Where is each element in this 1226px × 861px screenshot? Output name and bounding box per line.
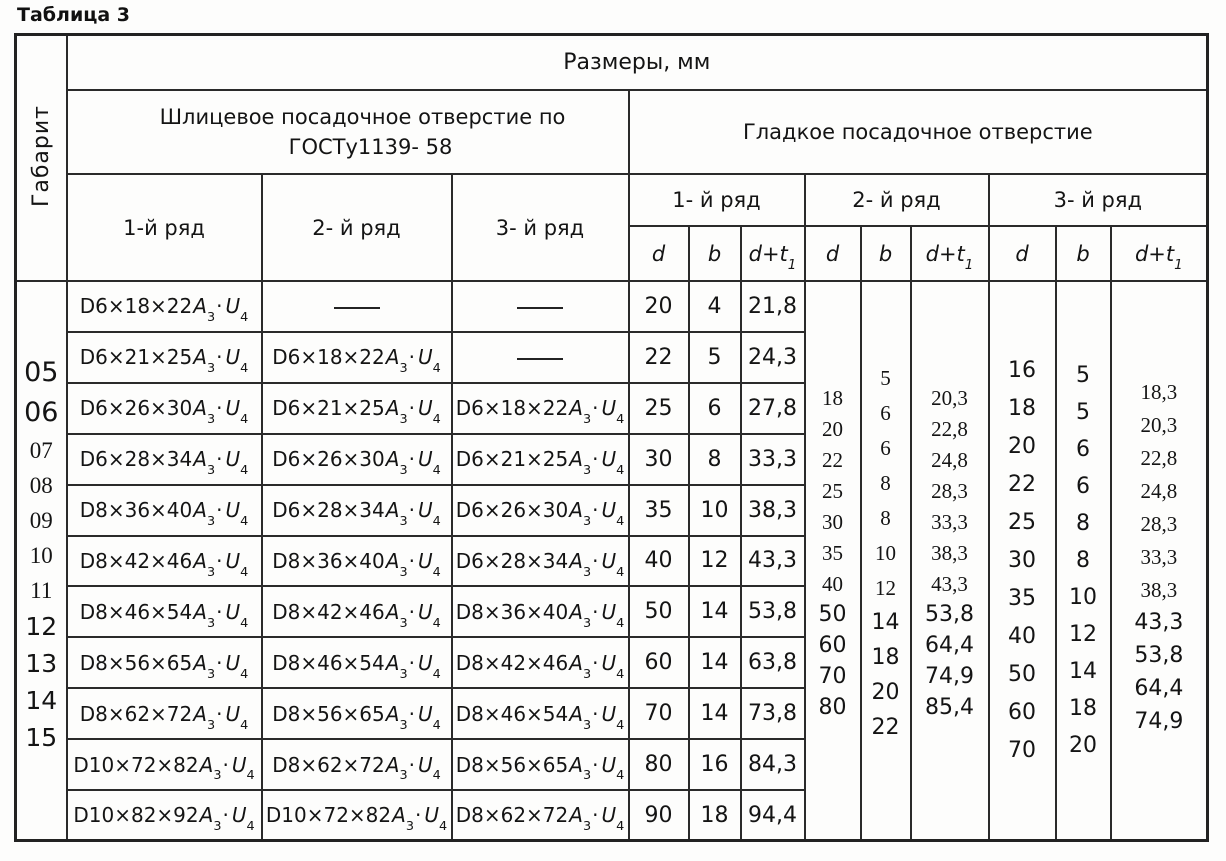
stack-value: 18 bbox=[1008, 395, 1036, 421]
smooth1-b-cell: 6 bbox=[689, 383, 741, 434]
spline-3-cell: $D8\times 46\times 54A_3\cdot U_4$ bbox=[452, 688, 629, 739]
stack-value: 70 bbox=[818, 663, 847, 689]
stack-value: 5 bbox=[1076, 399, 1090, 425]
spline-1-cell: $D8\times 56\times 65A_3\cdot U_4$ bbox=[67, 637, 262, 688]
gabarit-value: 13 bbox=[25, 649, 58, 679]
spline-2-cell bbox=[262, 281, 452, 332]
stack-value: 16 bbox=[1008, 357, 1036, 383]
smooth1-d-cell: 70 bbox=[629, 688, 689, 739]
smooth1-b-cell: 16 bbox=[689, 739, 741, 790]
stack-value: 50 bbox=[1008, 661, 1036, 687]
stack-value: 64,4 bbox=[1134, 675, 1184, 701]
smooth3-d-stack bbox=[989, 281, 1056, 841]
stack-value: 14 bbox=[1069, 658, 1097, 684]
stack-value: 20 bbox=[871, 679, 900, 705]
spline-col3-header: 3- й ряд bbox=[452, 174, 629, 281]
table-row bbox=[16, 281, 1208, 332]
stack-value: 5 bbox=[1076, 362, 1090, 388]
stack-value: 70 bbox=[1008, 737, 1036, 763]
stack-value: 80 bbox=[818, 694, 847, 720]
stack-value: 53,8 bbox=[1134, 642, 1184, 668]
smooth2-d-stack bbox=[805, 281, 861, 841]
stack-value: 38,3 bbox=[931, 540, 968, 565]
stack-value: 43,3 bbox=[931, 571, 968, 596]
gabarit-value: 14 bbox=[25, 686, 58, 716]
spline-3-cell: $D6\times 18\times 22A_3\cdot U_4$ bbox=[452, 383, 629, 434]
dash bbox=[334, 307, 380, 309]
stack-value: 22 bbox=[822, 447, 843, 472]
stack-value: 60 bbox=[1008, 699, 1036, 725]
header-row-1 bbox=[16, 35, 1208, 91]
smooth1-d-cell: 25 bbox=[629, 383, 689, 434]
spline-1-cell: $D10\times 72\times 82A_3\cdot U_4$ bbox=[67, 739, 262, 790]
stack-value: 10 bbox=[1069, 584, 1097, 610]
spline-1-cell: $D8\times 62\times 72A_3\cdot U_4$ bbox=[67, 688, 262, 739]
smooth1-dt-cell: 94,4 bbox=[741, 790, 805, 841]
smooth1-b-cell: 8 bbox=[689, 434, 741, 485]
gabarit-value: 09 bbox=[29, 508, 53, 534]
stack-value: 22 bbox=[1008, 471, 1036, 497]
smooth1-d-cell: 30 bbox=[629, 434, 689, 485]
spline-2-cell: $D10\times 72\times 82A_3\cdot U_4$ bbox=[262, 790, 452, 841]
stack-value: 12 bbox=[1069, 621, 1097, 647]
stack-value: 20 bbox=[1008, 433, 1036, 459]
stack-value: 18,3 bbox=[1140, 379, 1178, 404]
spline-3-cell: $D6\times 21\times 25A_3\cdot U_4$ bbox=[452, 434, 629, 485]
spline-1-cell: $D6\times 26\times 30A_3\cdot U_4$ bbox=[67, 383, 262, 434]
dash bbox=[517, 358, 563, 360]
smooth-col3-header: 3- й ряд bbox=[989, 174, 1208, 226]
stack-value: 74,9 bbox=[1134, 708, 1184, 734]
spline-header-line2: ГОСТу1139- 58 bbox=[288, 135, 453, 159]
stack-value: 53,8 bbox=[925, 601, 974, 627]
stack-value: 14 bbox=[871, 609, 900, 635]
spline-3-cell: $D8\times 56\times 65A_3\cdot U_4$ bbox=[452, 739, 629, 790]
smooth1-dt-cell: 24,3 bbox=[741, 332, 805, 383]
smooth2-d-header: d bbox=[805, 226, 861, 281]
smooth3-dt-stack bbox=[1111, 281, 1208, 841]
spline-3-cell: $D8\times 36\times 40A_3\cdot U_4$ bbox=[452, 586, 629, 637]
spline-1-cell: $D6\times 18\times 22A_3\cdot U_4$ bbox=[67, 281, 262, 332]
stack-value: 28,3 bbox=[1140, 511, 1178, 536]
stack-value: 20,3 bbox=[1140, 412, 1178, 437]
spline-2-cell: $D8\times 62\times 72A_3\cdot U_4$ bbox=[262, 739, 452, 790]
smooth1-d-header: d bbox=[629, 226, 689, 281]
spline-1-cell: $D8\times 42\times 46A_3\cdot U_4$ bbox=[67, 536, 262, 587]
stack-value: 6 bbox=[1076, 473, 1090, 499]
sizes-header: Размеры, мм bbox=[67, 35, 1208, 91]
smooth1-dt-cell: 53,8 bbox=[741, 586, 805, 637]
smooth1-b-cell: 4 bbox=[689, 281, 741, 332]
stack-value: 18 bbox=[1069, 695, 1097, 721]
stack-value: 33,3 bbox=[931, 509, 968, 534]
smooth3-d-header: d bbox=[989, 226, 1056, 281]
gabarit-header-cell bbox=[16, 35, 67, 282]
smooth1-b-cell: 18 bbox=[689, 790, 741, 841]
stack-value: 33,3 bbox=[1140, 544, 1178, 569]
gabarit-value: 12 bbox=[25, 612, 58, 642]
smooth1-d-cell: 80 bbox=[629, 739, 689, 790]
spline-3-cell: $D8\times 62\times 72A_3\cdot U_4$ bbox=[452, 790, 629, 841]
gabarit-value: 08 bbox=[29, 473, 53, 499]
smooth3-dt-header: $d+t_1$ bbox=[1111, 226, 1208, 281]
table-title: Таблица 3 bbox=[17, 4, 131, 26]
stack-value: 20 bbox=[1069, 732, 1097, 758]
gabarit-value: 11 bbox=[30, 578, 53, 604]
stack-value: 50 bbox=[818, 601, 847, 627]
smooth1-dt-header: $d+t_1$ bbox=[741, 226, 805, 281]
spline-2-cell: $D6\times 26\times 30A_3\cdot U_4$ bbox=[262, 434, 452, 485]
smooth-col1-header: 1- й ряд bbox=[629, 174, 805, 226]
smooth1-b-cell: 14 bbox=[689, 637, 741, 688]
smooth2-dt-header: $d+t_1$ bbox=[911, 226, 989, 281]
stack-value: 40 bbox=[1008, 623, 1036, 649]
stack-value: 8 bbox=[880, 505, 891, 530]
spline-2-cell: $D8\times 36\times 40A_3\cdot U_4$ bbox=[262, 536, 452, 587]
stack-value: 35 bbox=[1008, 585, 1036, 611]
gabarit-value: 10 bbox=[29, 543, 53, 569]
smooth1-d-cell: 20 bbox=[629, 281, 689, 332]
smooth-col2-header: 2- й ряд bbox=[805, 174, 989, 226]
stack-value: 6 bbox=[1076, 436, 1090, 462]
spline-header-line1: Шлицевое посадочное отверстие по bbox=[159, 105, 566, 129]
stack-value: 22,8 bbox=[931, 416, 968, 441]
smooth1-d-cell: 90 bbox=[629, 790, 689, 841]
spline-2-cell: $D6\times 28\times 34A_3\cdot U_4$ bbox=[262, 485, 452, 536]
smooth2-b-stack bbox=[861, 281, 911, 841]
smooth1-d-cell: 50 bbox=[629, 586, 689, 637]
stack-value: 30 bbox=[822, 509, 843, 534]
smooth1-d-cell: 22 bbox=[629, 332, 689, 383]
stack-value: 8 bbox=[880, 470, 891, 495]
stack-value: 22 bbox=[871, 714, 900, 740]
spline-1-cell: $D6\times 28\times 34A_3\cdot U_4$ bbox=[67, 434, 262, 485]
smooth2-dt-stack bbox=[911, 281, 989, 841]
gabarit-value: 15 bbox=[25, 723, 58, 753]
stack-value: 5 bbox=[880, 365, 891, 390]
stack-value: 30 bbox=[1008, 547, 1036, 573]
smooth1-d-cell: 60 bbox=[629, 637, 689, 688]
spline-2-cell: $D6\times 21\times 25A_3\cdot U_4$ bbox=[262, 383, 452, 434]
stack-value: 28,3 bbox=[931, 478, 968, 503]
spline-1-cell: $D8\times 36\times 40A_3\cdot U_4$ bbox=[67, 485, 262, 536]
spline-2-cell: $D6\times 18\times 22A_3\cdot U_4$ bbox=[262, 332, 452, 383]
spline-2-cell: $D8\times 42\times 46A_3\cdot U_4$ bbox=[262, 586, 452, 637]
smooth1-b-cell: 5 bbox=[689, 332, 741, 383]
smooth1-b-cell: 14 bbox=[689, 586, 741, 637]
gabarit-value: 05 bbox=[24, 357, 59, 389]
smooth1-dt-cell: 84,3 bbox=[741, 739, 805, 790]
smooth3-b-stack bbox=[1056, 281, 1111, 841]
stack-value: 60 bbox=[818, 632, 847, 658]
dimensions-table bbox=[14, 33, 1209, 842]
spline-1-cell: $D10\times 82\times 92A_3\cdot U_4$ bbox=[67, 790, 262, 841]
gabarit-value: 06 bbox=[24, 397, 59, 429]
dash bbox=[517, 307, 563, 309]
spline-2-cell: $D8\times 46\times 54A_3\cdot U_4$ bbox=[262, 637, 452, 688]
smooth1-dt-cell: 63,8 bbox=[741, 637, 805, 688]
stack-value: 24,8 bbox=[1140, 478, 1178, 503]
spline-col2-header: 2- й ряд bbox=[262, 174, 452, 281]
stack-value: 8 bbox=[1076, 510, 1090, 536]
spline-3-cell: $D6\times 28\times 34A_3\cdot U_4$ bbox=[452, 536, 629, 587]
spline-3-cell bbox=[452, 332, 629, 383]
stack-value: 6 bbox=[880, 400, 891, 425]
stack-value: 40 bbox=[822, 571, 843, 596]
smooth1-b-cell: 14 bbox=[689, 688, 741, 739]
stack-value: 18 bbox=[822, 385, 843, 410]
smooth1-dt-cell: 33,3 bbox=[741, 434, 805, 485]
table-body bbox=[16, 281, 1208, 841]
gabarit-label: Габарит bbox=[28, 104, 54, 208]
spline-1-cell: $D8\times 46\times 54A_3\cdot U_4$ bbox=[67, 586, 262, 637]
stack-value: 64,4 bbox=[925, 632, 974, 658]
smooth2-b-header: b bbox=[861, 226, 911, 281]
smooth3-b-header: b bbox=[1056, 226, 1111, 281]
stack-value: 74,9 bbox=[925, 663, 974, 689]
smooth1-b-header: b bbox=[689, 226, 741, 281]
stack-value: 25 bbox=[1008, 509, 1036, 535]
spline-section-header bbox=[67, 90, 629, 174]
spline-3-cell bbox=[452, 281, 629, 332]
stack-value: 6 bbox=[880, 435, 891, 460]
smooth1-dt-cell: 21,8 bbox=[741, 281, 805, 332]
smooth1-d-cell: 40 bbox=[629, 536, 689, 587]
smooth1-b-cell: 10 bbox=[689, 485, 741, 536]
stack-value: 25 bbox=[822, 478, 843, 503]
stack-value: 24,8 bbox=[931, 447, 968, 472]
stack-value: 38,3 bbox=[1140, 577, 1178, 602]
stack-value: 18 bbox=[871, 644, 900, 670]
gabarit-value: 07 bbox=[29, 438, 53, 464]
stack-value: 12 bbox=[875, 575, 896, 600]
stack-value: 43,3 bbox=[1134, 609, 1184, 635]
stack-value: 10 bbox=[875, 540, 896, 565]
header-row-3 bbox=[16, 174, 1208, 226]
spline-2-cell: $D8\times 56\times 65A_3\cdot U_4$ bbox=[262, 688, 452, 739]
smooth1-dt-cell: 73,8 bbox=[741, 688, 805, 739]
spline-3-cell: $D8\times 42\times 46A_3\cdot U_4$ bbox=[452, 637, 629, 688]
smooth-section-header: Гладкое посадочное отверстие bbox=[629, 90, 1208, 174]
stack-value: 35 bbox=[822, 540, 843, 565]
stack-value: 85,4 bbox=[925, 694, 974, 720]
header-row-2 bbox=[16, 90, 1208, 174]
smooth1-dt-cell: 38,3 bbox=[741, 485, 805, 536]
smooth1-d-cell: 35 bbox=[629, 485, 689, 536]
stack-value: 22,8 bbox=[1140, 445, 1178, 470]
spline-col1-header: 1-й ряд bbox=[67, 174, 262, 281]
stack-value: 20,3 bbox=[931, 385, 968, 410]
smooth1-dt-cell: 43,3 bbox=[741, 536, 805, 587]
smooth1-b-cell: 12 bbox=[689, 536, 741, 587]
gabarit-values-cell bbox=[16, 281, 67, 841]
spline-3-cell: $D6\times 26\times 30A_3\cdot U_4$ bbox=[452, 485, 629, 536]
stack-value: 8 bbox=[1076, 547, 1090, 573]
stack-value: 20 bbox=[822, 416, 843, 441]
smooth1-dt-cell: 27,8 bbox=[741, 383, 805, 434]
spline-1-cell: $D6\times 21\times 25A_3\cdot U_4$ bbox=[67, 332, 262, 383]
